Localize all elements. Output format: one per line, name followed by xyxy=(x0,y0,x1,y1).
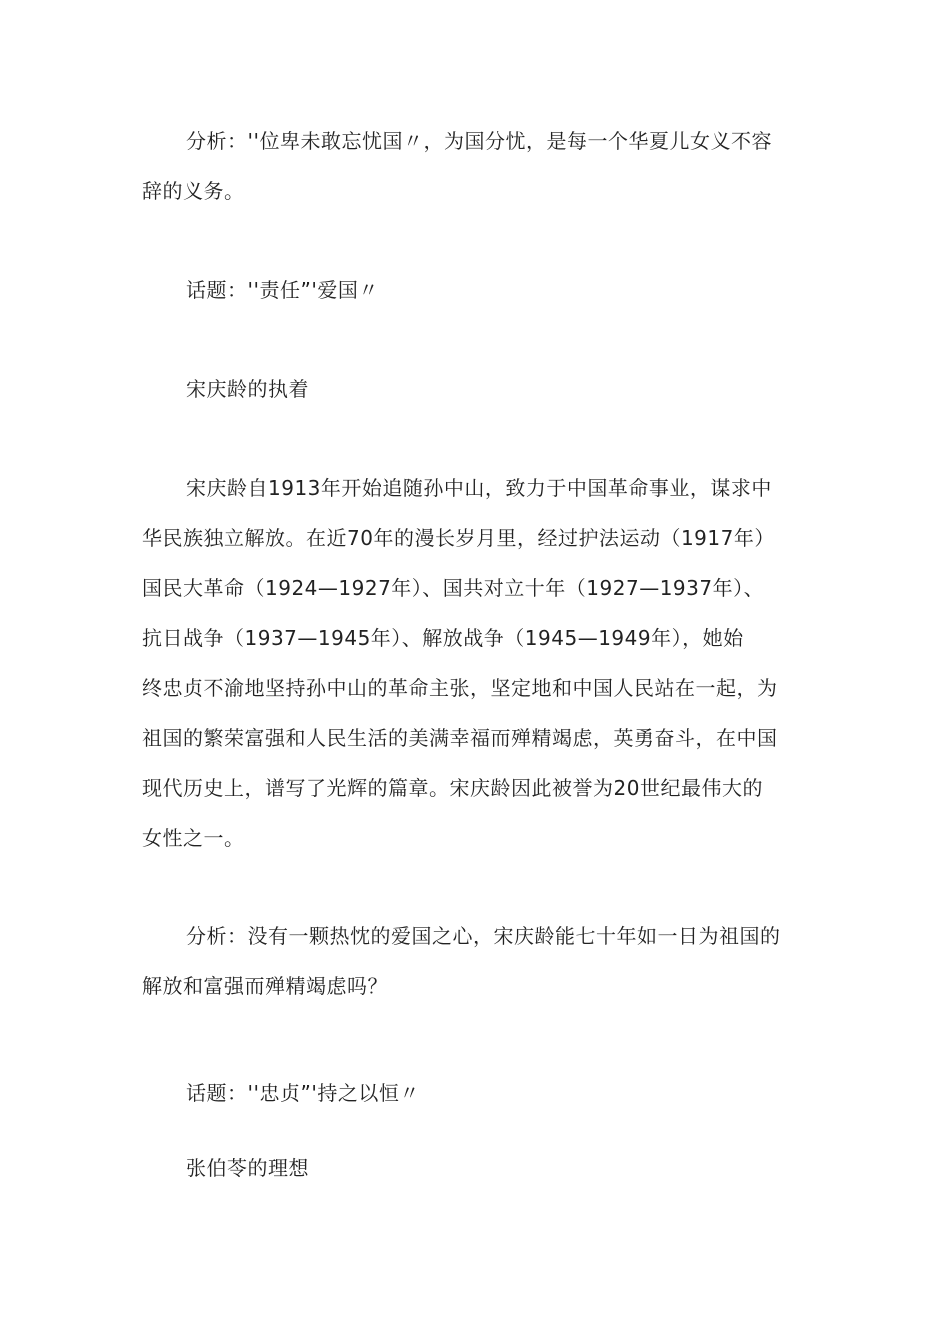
text-line: 解放和富强而殚精竭虑吗？ xyxy=(142,974,388,998)
body-paragraph-song-qingling xyxy=(142,463,832,863)
text-line: 分析：''位卑未敢忘忧国〃，为国分忧，是每一个华夏儿女义不容 xyxy=(186,129,772,153)
text-line: 终忠贞不渝地坚持孙中山的革命主张，坚定地和中国人民站在一起，为 xyxy=(142,676,778,700)
text-line: 宋庆龄的执着 xyxy=(186,377,309,401)
text-line: 女性之一。 xyxy=(142,826,245,850)
analysis-paragraph-2 xyxy=(142,911,832,1011)
section-heading-zhang-boling xyxy=(142,1143,832,1193)
topic-line-2 xyxy=(142,1068,832,1118)
text-line: 辞的义务。 xyxy=(142,179,245,203)
text-line: 抗日战争（1937—1945年）、解放战争（1945—1949年），她始 xyxy=(142,626,744,650)
section-heading-song-qingling xyxy=(142,364,832,414)
text-line: 话题：''忠贞”'持之以恒〃 xyxy=(186,1081,420,1105)
topic-line-1 xyxy=(142,265,832,315)
analysis-paragraph-1 xyxy=(142,116,832,216)
text-line: 现代历史上，谱写了光辉的篇章。宋庆龄因此被誉为20世纪最伟大的 xyxy=(142,776,763,800)
text-line: 分析：没有一颗热忱的爱国之心，宋庆龄能七十年如一日为祖国的 xyxy=(186,924,781,948)
text-line: 宋庆龄自1913年开始追随孙中山，致力于中国革命事业，谋求中 xyxy=(186,476,772,500)
text-line: 国民大革命（1924—1927年）、国共对立十年（1927—1937年）、 xyxy=(142,576,765,600)
text-line: 话题：''责任”'爱国〃 xyxy=(186,278,379,302)
text-line: 祖国的繁荣富强和人民生活的美满幸福而殚精竭虑，英勇奋斗，在中国 xyxy=(142,726,778,750)
text-line: 张伯苓的理想 xyxy=(186,1156,309,1180)
text-line: 华民族独立解放。在近70年的漫长岁月里，经过护法运动（1917年） xyxy=(142,526,775,550)
